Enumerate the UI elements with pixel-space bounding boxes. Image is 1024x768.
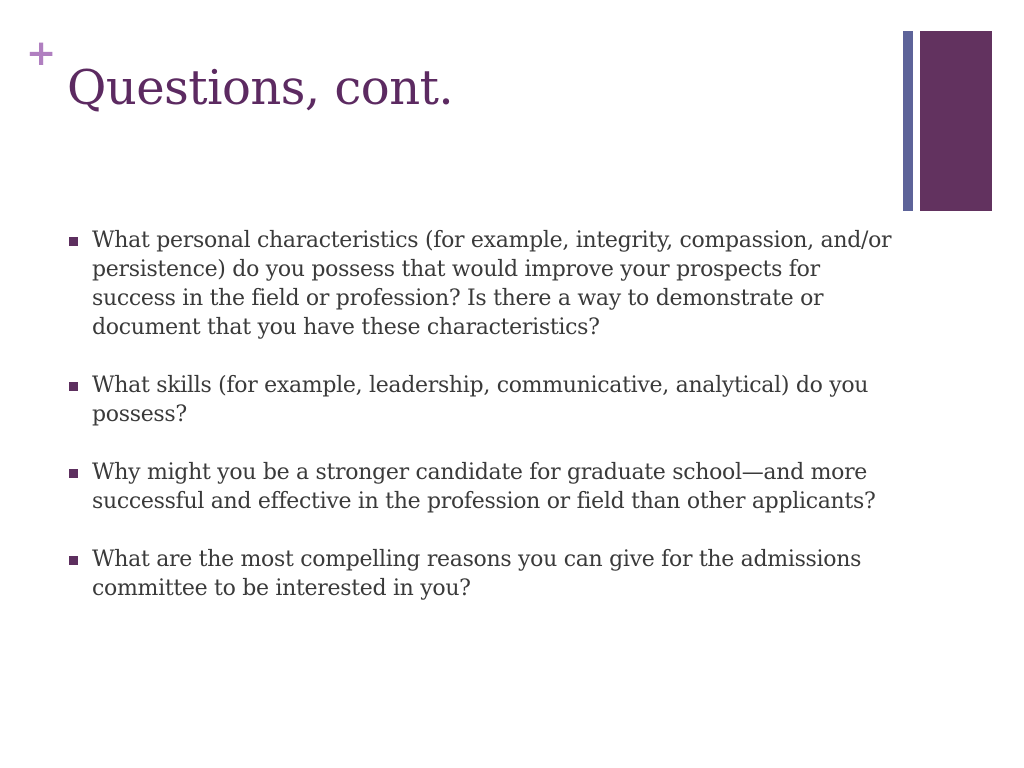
square-bullet-icon: [69, 469, 78, 478]
slide-title: Questions, cont.: [67, 60, 454, 116]
bullet-item: [67, 458, 897, 516]
bullet-text: What skills (for example, leadership, communicative, analytical) do you possess?: [92, 373, 869, 427]
accent-bar-thick: [920, 31, 992, 211]
bullet-text: Why might you be a stronger candidate for graduate school—and more successful and effective in the profession or field than other applicants?: [92, 460, 876, 514]
bullet-text: What are the most compelling reasons you can give for the admissions committee to be interested in you?: [92, 547, 862, 601]
plus-icon: +: [26, 33, 57, 74]
accent-bar-thin: [903, 31, 913, 211]
bullet-item: [67, 545, 897, 603]
square-bullet-icon: [69, 237, 78, 246]
bullet-list: [67, 226, 897, 632]
bullet-item: [67, 226, 897, 342]
square-bullet-icon: [69, 556, 78, 565]
square-bullet-icon: [69, 382, 78, 391]
bullet-text: What personal characteristics (for example, integrity, compassion, and/or persistence) do you possess that would improve your prospects for success in the field or profession? Is there a way to demonstrate or document that you have these characteristics?: [92, 228, 892, 340]
bullet-item: [67, 371, 897, 429]
